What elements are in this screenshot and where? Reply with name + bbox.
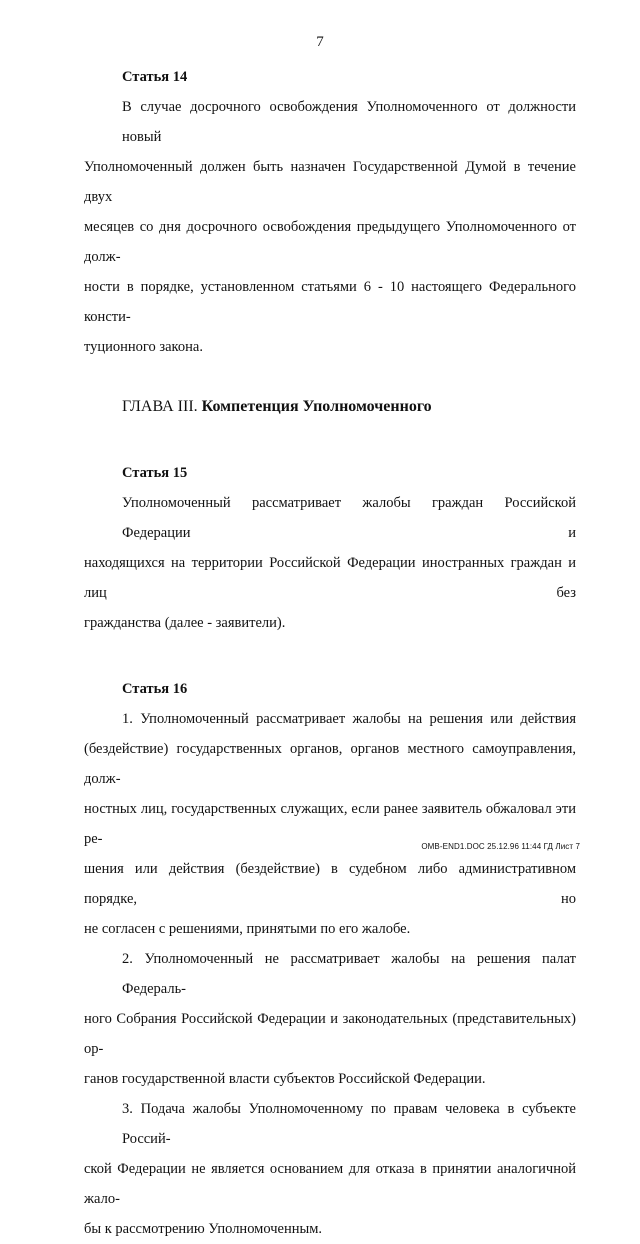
text-line: шения или действия (бездействие) в судебном либо административном порядке, но	[84, 861, 576, 907]
document-body	[84, 62, 576, 1244]
text-line: ностных лиц, государственных служащих, если ранее заявитель обжаловал эти ре-	[84, 801, 576, 847]
text-line: В случае досрочного освобождения Уполномоченного от должности новый	[122, 99, 576, 145]
text-line: ного Собрания Российской Федерации и законодательных (представительных) ор-	[84, 1011, 576, 1057]
article-16-paragraph-1	[84, 704, 576, 944]
text-line: туционного закона.	[84, 339, 203, 355]
text-line: месяцев со дня досрочного освобождения предыдущего Уполномоченного от долж-	[84, 219, 576, 265]
page-number: 7	[316, 34, 324, 50]
article-16-paragraph-2	[84, 944, 576, 1094]
text-line: ности в порядке, установленном статьями 6 - 10 настоящего Федерального консти-	[84, 279, 576, 325]
article-16-heading: Статья 16	[122, 681, 188, 697]
chapter-title: Компетенция Уполномоченного	[201, 398, 432, 415]
text-line: находящихся на территории Российской Федерации иностранных граждан и лиц без	[84, 555, 576, 601]
text-line: Уполномоченный должен быть назначен Государственной Думой в течение двух	[84, 159, 576, 205]
text-line: Уполномоченный рассматривает жалобы граждан Российской Федерации и	[122, 495, 576, 541]
document-footer: OMB-END1.DOC 25.12.96 11:44 ГД Лист 7	[421, 842, 580, 851]
text-line: 1. Уполномоченный рассматривает жалобы на решения или действия	[122, 711, 576, 727]
chapter-heading	[122, 392, 576, 422]
article-15-heading: Статья 15	[122, 465, 188, 481]
chapter-number: ГЛАВА III.	[122, 398, 198, 415]
article-16-paragraph-3	[84, 1094, 576, 1244]
text-line: гражданства (далее - заявители).	[84, 615, 286, 631]
text-line: бы к рассмотрению Уполномоченным.	[84, 1221, 323, 1237]
article-15-text	[84, 488, 576, 638]
text-line: ганов государственной власти субъектов Российской Федерации.	[84, 1071, 486, 1087]
text-line: не согласен с решениями, принятыми по его жалобе.	[84, 921, 411, 937]
article-14-heading: Статья 14	[122, 69, 188, 85]
text-line: 3. Подача жалобы Уполномоченному по правам человека в субъекте Россий-	[122, 1101, 576, 1147]
text-line: 2. Уполномоченный не рассматривает жалобы на решения палат Федераль-	[122, 951, 576, 997]
text-line: ской Федерации не является основанием для отказа в принятии аналогичной жало-	[84, 1161, 576, 1207]
article-14-text	[84, 92, 576, 362]
text-line: (бездействие) государственных органов, органов местного самоуправления, долж-	[84, 741, 576, 787]
